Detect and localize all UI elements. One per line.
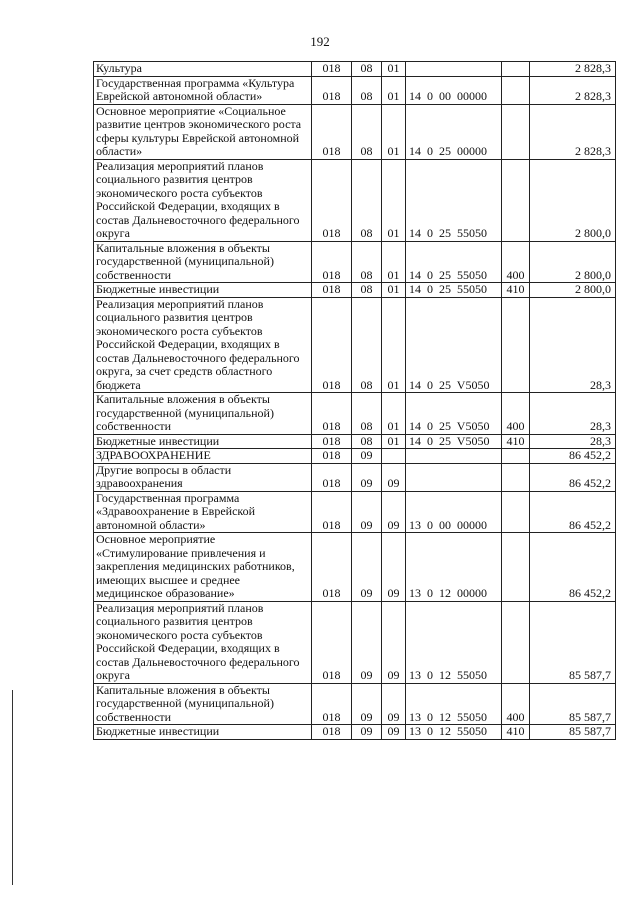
row-vr: [502, 76, 530, 104]
row-vr: 410: [502, 283, 530, 298]
table-row: [94, 601, 616, 683]
row-rz: 08: [352, 76, 382, 104]
row-name: ЗДРАВООХРАНЕНИЕ: [94, 449, 312, 464]
row-rz: 08: [352, 434, 382, 449]
table-row: [94, 104, 616, 159]
table-row: [94, 491, 616, 533]
row-csr: 13 0 12 55050: [406, 601, 502, 683]
row-name: Реализация мероприятий планов социального развития центров экономического роста субъектов Российской Федерации, входящих в состав Дальневосточного федерального округа: [94, 601, 312, 683]
row-ved: 018: [312, 76, 352, 104]
row-vr: [502, 449, 530, 464]
row-ved: 018: [312, 533, 352, 602]
scan-margin-line: [12, 690, 13, 885]
row-pr: 01: [382, 62, 406, 77]
row-sum: 2 828,3: [530, 76, 616, 104]
row-rz: 09: [352, 725, 382, 740]
row-pr: 01: [382, 241, 406, 283]
row-pr: 01: [382, 297, 406, 393]
row-sum: 85 587,7: [530, 725, 616, 740]
table-row: [94, 533, 616, 602]
row-pr: 09: [382, 533, 406, 602]
row-rz: 09: [352, 449, 382, 464]
budget-table: [93, 61, 616, 740]
row-rz: 09: [352, 601, 382, 683]
row-sum: 2 828,3: [530, 104, 616, 159]
row-name: Основное мероприятие «Стимулирование привлечения и закрепления медицинских работников, имеющих высшее и среднее медицинское образование»: [94, 533, 312, 602]
row-rz: 09: [352, 533, 382, 602]
row-csr: 14 0 25 00000: [406, 104, 502, 159]
table-row: [94, 76, 616, 104]
row-csr: 14 0 25 V5050: [406, 297, 502, 393]
row-ved: 018: [312, 683, 352, 725]
row-csr: 14 0 25 V5050: [406, 434, 502, 449]
row-name: Капитальные вложения в объекты государственной (муниципальной) собственности: [94, 683, 312, 725]
row-csr: 13 0 12 55050: [406, 725, 502, 740]
row-pr: 01: [382, 283, 406, 298]
row-pr: 09: [382, 683, 406, 725]
row-pr: 09: [382, 491, 406, 533]
row-csr: [406, 449, 502, 464]
row-rz: 08: [352, 241, 382, 283]
row-name: Культура: [94, 62, 312, 77]
row-pr: 01: [382, 393, 406, 435]
row-csr: 14 0 25 V5050: [406, 393, 502, 435]
row-sum: 2 800,0: [530, 159, 616, 241]
row-sum: 28,3: [530, 393, 616, 435]
row-sum: 86 452,2: [530, 533, 616, 602]
row-vr: [502, 104, 530, 159]
row-sum: 85 587,7: [530, 601, 616, 683]
row-name: Бюджетные инвестиции: [94, 434, 312, 449]
row-rz: 08: [352, 104, 382, 159]
row-ved: 018: [312, 283, 352, 298]
row-csr: [406, 62, 502, 77]
row-ved: 018: [312, 241, 352, 283]
row-ved: 018: [312, 393, 352, 435]
row-pr: [382, 449, 406, 464]
table-row: [94, 449, 616, 464]
row-csr: 13 0 12 55050: [406, 683, 502, 725]
row-sum: 28,3: [530, 297, 616, 393]
row-vr: 400: [502, 393, 530, 435]
row-ved: 018: [312, 104, 352, 159]
row-pr: 01: [382, 159, 406, 241]
table-row: [94, 463, 616, 491]
table-row: [94, 283, 616, 298]
row-csr: 14 0 00 00000: [406, 76, 502, 104]
row-pr: 01: [382, 104, 406, 159]
table-row: [94, 159, 616, 241]
row-rz: 08: [352, 297, 382, 393]
row-csr: 14 0 25 55050: [406, 283, 502, 298]
row-csr: 13 0 00 00000: [406, 491, 502, 533]
row-ved: 018: [312, 62, 352, 77]
row-csr: 13 0 12 00000: [406, 533, 502, 602]
row-csr: 14 0 25 55050: [406, 159, 502, 241]
row-vr: [502, 463, 530, 491]
row-sum: 2 828,3: [530, 62, 616, 77]
row-name: Государственная программа «Культура Еврейской автономной области»: [94, 76, 312, 104]
row-name: Другие вопросы в области здравоохранения: [94, 463, 312, 491]
row-name: Основное мероприятие «Социальное развитие центров экономического роста сферы культуры Еврейской автономной области»: [94, 104, 312, 159]
row-ved: 018: [312, 491, 352, 533]
row-name: Реализация мероприятий планов социального развития центров экономического роста субъектов Российской Федерации, входящих в состав Дальневосточного федерального округа, за счет средств областного бюджета: [94, 297, 312, 393]
row-pr: 09: [382, 463, 406, 491]
row-name: Государственная программа «Здравоохранение в Еврейской автономной области»: [94, 491, 312, 533]
row-rz: 08: [352, 62, 382, 77]
row-name: Реализация мероприятий планов социального развития центров экономического роста субъектов Российской Федерации, входящих в состав Дальневосточного федерального округа: [94, 159, 312, 241]
table-row: [94, 241, 616, 283]
table-row: [94, 393, 616, 435]
row-ved: 018: [312, 463, 352, 491]
row-name: Капитальные вложения в объекты государственной (муниципальной) собственности: [94, 393, 312, 435]
row-vr: [502, 297, 530, 393]
row-vr: 410: [502, 725, 530, 740]
row-ved: 018: [312, 449, 352, 464]
row-ved: 018: [312, 159, 352, 241]
row-name: Капитальные вложения в объекты государственной (муниципальной) собственности: [94, 241, 312, 283]
table-row: [94, 62, 616, 77]
row-pr: 09: [382, 601, 406, 683]
row-pr: 01: [382, 434, 406, 449]
row-sum: 86 452,2: [530, 491, 616, 533]
row-vr: 400: [502, 683, 530, 725]
row-sum: 2 800,0: [530, 283, 616, 298]
row-csr: 14 0 25 55050: [406, 241, 502, 283]
row-rz: 09: [352, 491, 382, 533]
row-name: Бюджетные инвестиции: [94, 283, 312, 298]
row-csr: [406, 463, 502, 491]
page-number: 192: [310, 34, 330, 49]
row-ved: 018: [312, 725, 352, 740]
row-vr: [502, 159, 530, 241]
row-rz: 09: [352, 683, 382, 725]
row-sum: 2 800,0: [530, 241, 616, 283]
row-sum: 86 452,2: [530, 449, 616, 464]
row-pr: 01: [382, 76, 406, 104]
row-rz: 09: [352, 463, 382, 491]
row-pr: 09: [382, 725, 406, 740]
row-name: Бюджетные инвестиции: [94, 725, 312, 740]
row-vr: 410: [502, 434, 530, 449]
table-row: [94, 683, 616, 725]
row-sum: 28,3: [530, 434, 616, 449]
row-sum: 86 452,2: [530, 463, 616, 491]
row-ved: 018: [312, 434, 352, 449]
row-rz: 08: [352, 159, 382, 241]
table-row: [94, 434, 616, 449]
row-vr: [502, 601, 530, 683]
row-ved: 018: [312, 297, 352, 393]
row-sum: 85 587,7: [530, 683, 616, 725]
row-vr: 400: [502, 241, 530, 283]
row-vr: [502, 533, 530, 602]
row-rz: 08: [352, 283, 382, 298]
row-vr: [502, 491, 530, 533]
row-vr: [502, 62, 530, 77]
row-ved: 018: [312, 601, 352, 683]
table-row: [94, 725, 616, 740]
table-row: [94, 297, 616, 393]
row-rz: 08: [352, 393, 382, 435]
